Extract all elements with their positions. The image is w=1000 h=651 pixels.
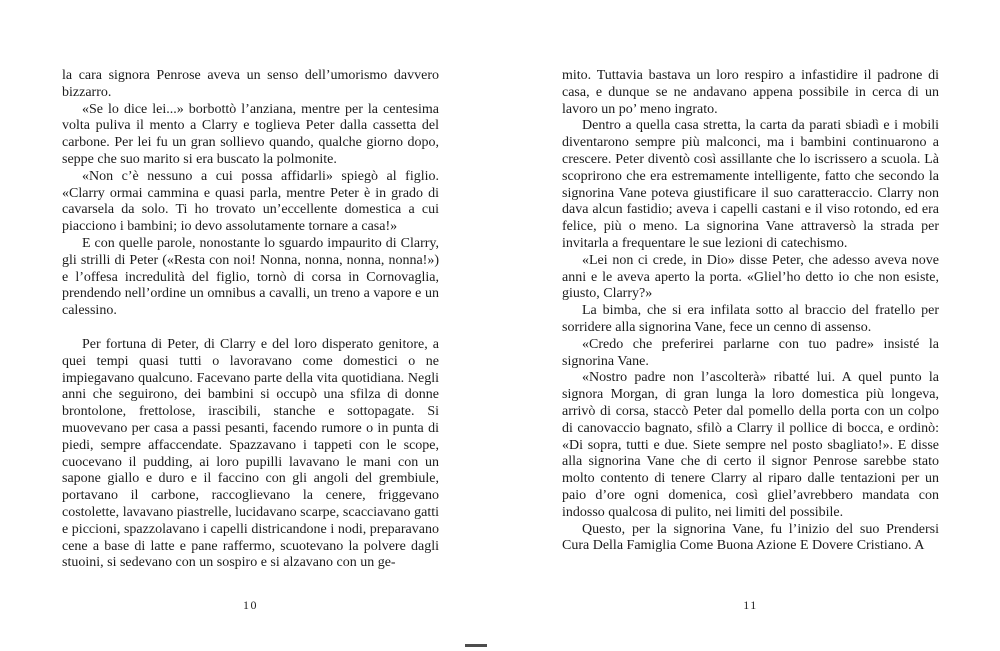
paragraph: La bimba, che si era infilata sotto al braccio del fratello per sorridere alla signorina Vane, fece un cenno di assenso. (562, 303, 939, 335)
paragraph: mito. Tuttavia bastava un loro respiro a infastidire il padrone di casa, e dunque se ne andavano appena possibile in cerca di un lavoro un po’ meno ingrato. (562, 68, 939, 117)
page-right (562, 68, 939, 555)
paragraph: Questo, per la signorina Vane, fu l’inizio del suo Prendersi Cura Della Famiglia Come Buona Azione E Dovere Cristiano. A (562, 521, 939, 554)
paragraph: la cara signora Penrose aveva un senso dell’umorismo davvero bizzarro. (62, 68, 439, 100)
paragraph: «Credo che preferirei parlarne con tuo padre» insisté la signorina Vane. (562, 336, 939, 369)
paragraph: «Lei non ci crede, in Dio» disse Peter, che adesso aveva nove anni e le aveva aperto la porta. «Gliel’ho detto io che non esiste, giusto, Clarry?» (562, 252, 939, 302)
page-left (62, 68, 439, 572)
paragraph: Dentro a quella casa stretta, la carta da parati sbiadì e i mobili diventarono sempre più malconci, ma i bambini continuarono a crescere. Peter diventò così assillante che lo iscrissero a scuola. Là scoprirono che era estremamente intelligente, fatto che secondo la signorina Vane poteva giustificare il suo caratteraccio. Clarry non dava alcun fastidio; aveva i capelli castani e il viso rotondo, ed era felice, più o meno. La signorina Vane attraversò la strada per invitarla a frequentare le sue lezioni di catechismo. (562, 118, 939, 251)
bottom-indicator (465, 644, 487, 647)
page-number-left: 10 (243, 598, 258, 612)
paragraph: Per fortuna di Peter, di Clarry e del loro disperato genitore, a quei tempi quasi tutti o lavoravano come domestici o ne impiegavano qualcuno. Facevano parte della vita quotidiana. Negli anni che seguirono, dei bambini si occupò una sfilza di donne brontolone, frettolose, irascibili, stanche e sottopagate. Si muovevano per casa a passi pesanti, facendo rumore o in punta di piedi, sempre affaccendate. Spazzavano i tappeti con le scope, cuocevano il pudding, ai loro pupilli lavavano le mani con un sapone giallo e duro e il faccino con gli angoli del grembiule, portavano il carbone, raccoglievano la cenere, friggevano costolette, lavavano piastrelle, lucidavano scarpe, scacciavano gatti e piccioni, spazzolavano i capelli districandone i nodi, preparavano cene a base di latte e pane raffermo, scuotevano la polvere dagli stuoini, si sedevano con un sospiro e si alzavano con un ge- (62, 336, 439, 571)
paragraph: E con quelle parole, nonostante lo sguardo impaurito di Clarry, gli strilli di Peter («Resta con noi! Nonna, nonna, nonna, nonna!») e l’offesa incredulità del figlio, tornò di corsa in Cornovaglia, prendendo nell’ordine un omnibus a cavalli, un treno a vapore e un calessino. (62, 235, 439, 319)
page-number-right: 11 (743, 598, 758, 612)
paragraph: «Nostro padre non l’ascolterà» ribatté lui. A quel punto la signora Morgan, di gran lunga la loro domestica più longeva, arrivò di corsa, staccò Peter dal pomello della porta con un colpo di canovaccio bagnato, sfilò a Clarry il pollice di bocca, e ordinò: «Di sopra, tutti e due. Siete sempre nel posto sbagliato!». E disse alla signorina Vane che di certo il signor Penrose sarebbe stato molto contento di tenere Clarry al riparo dalle tentazioni per un paio d’ore ogni domenica, così gliel’avrebbero mandata con indosso qualcosa di pulito, nei limiti del possibile. (562, 370, 939, 520)
paragraph: «Non c’è nessuno a cui possa affidarli» spiegò al figlio. «Clarry ormai cammina e quasi parla, mentre Peter è in grado di cavarsela da solo. Ti ho trovato un’eccellente domestica a cui piacciono i bambini; io devo assolutamente tornare a casa!» (62, 168, 439, 235)
paragraph: «Se lo dice lei...» borbottò l’anziana, mentre per la centesima volta puliva il mento a Clarry e toglieva Peter dalla cassetta del carbone. Per lei fu un gran sollievo quando, qualche giorno dopo, seppe che suo marito si era buscato la polmonite. (62, 101, 439, 167)
